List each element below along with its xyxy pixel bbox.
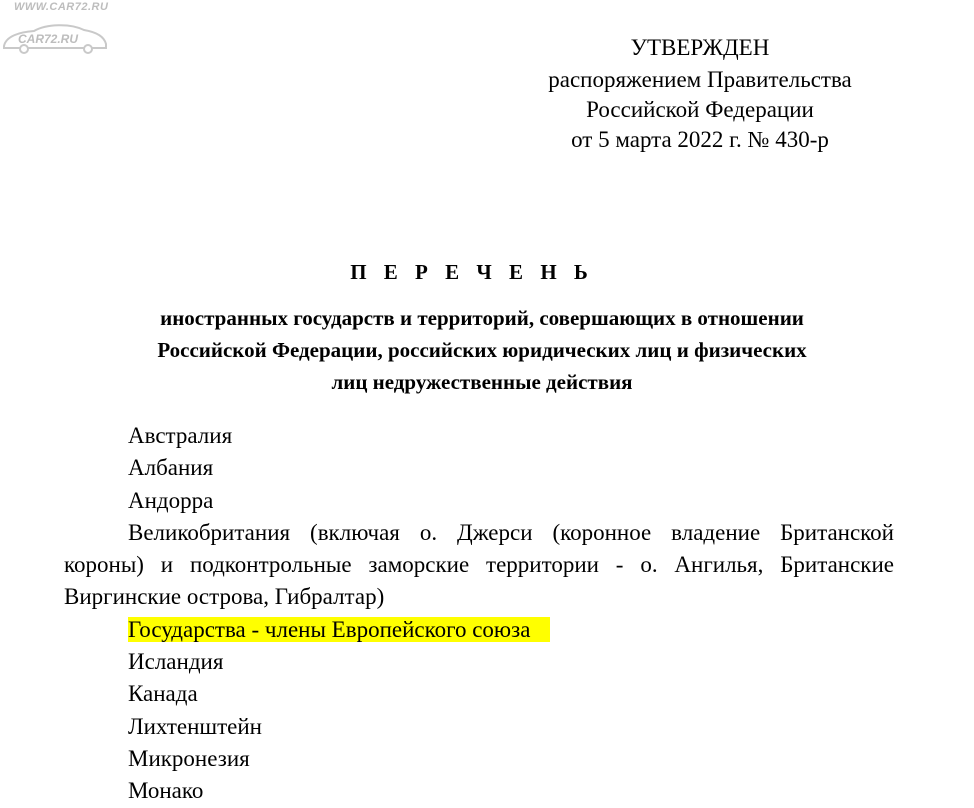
subtitle-line-3: лиц недружественные действия	[331, 370, 633, 394]
list-item-highlighted	[64, 614, 894, 646]
document-title: П Е Р Е Ч Е Н Ь	[350, 260, 594, 284]
subtitle-line-1: иностранных государств и территорий, совершающих в отношении	[160, 306, 804, 330]
approved-stamp: УТВЕРЖДЕН	[630, 35, 770, 60]
list-item: Андорра	[128, 487, 214, 513]
approval-line-2: Российской Федерации	[586, 97, 814, 122]
list-item: Канада	[128, 681, 198, 707]
highlighted-text: Государства - члены Европейского союза	[128, 617, 550, 642]
watermark	[0, 0, 130, 56]
approval-line-1: распоряжением Правительства	[548, 67, 852, 92]
list-item: Лихтенштейн	[128, 713, 262, 739]
document-subtitle	[60, 302, 904, 398]
approval-block	[500, 33, 900, 155]
watermark-url: WWW.CAR72.RU	[14, 1, 109, 13]
list-item: Микронезия	[128, 745, 250, 771]
subtitle-line-2: Российской Федерации, российских юридических лиц и физических	[157, 338, 807, 362]
list-item: Австралия	[128, 423, 233, 448]
country-list	[64, 420, 894, 808]
list-item: Монако	[128, 778, 204, 804]
list-item: Великобритания (включая о. Джерси (коронное владение Британской короны) и подконтрольные заморские территории - о. Ангилья, Британские Виргинские острова, Гибралтар)	[64, 519, 894, 610]
watermark-logo-text: CAR72.RU	[18, 32, 79, 46]
list-item: Исландия	[128, 649, 224, 675]
list-item: Албания	[128, 455, 214, 481]
approval-line-3: от 5 марта 2022 г. № 430-р	[571, 127, 829, 152]
